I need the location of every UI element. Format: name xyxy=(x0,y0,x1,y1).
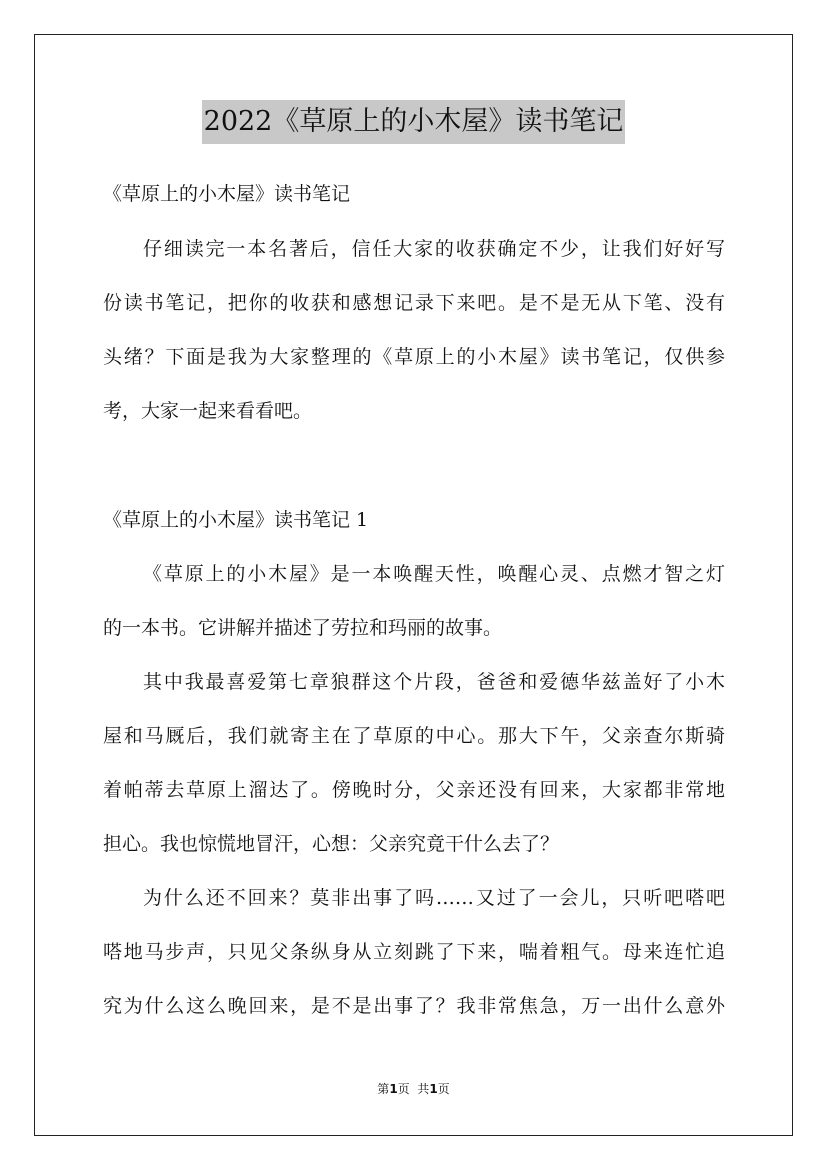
para2-line-3: 着帕蒂去草原上溜达了。傍晚时分，父亲还没有回来，大家都非常地 xyxy=(103,779,725,801)
intro-line-2: 份读书笔记，把你的收获和感想记录下来吧。是不是无从下笔、没有 xyxy=(103,292,725,314)
section-heading: 《草原上的小木屋》读书笔记 1 xyxy=(103,509,369,531)
intro-line-1: 仔细读完一本名著后，信任大家的收获确定不少，让我们好好写 xyxy=(143,238,725,260)
para3-line-1: 为什么还不回来？莫非出事了吗……又过了一会儿，只听吧嗒吧 xyxy=(143,887,725,909)
para3-line-2: 嗒地马步声，只见父条纵身从立刻跳了下来，喘着粗气。母来连忙追 xyxy=(103,941,725,963)
footer-page-suffix: 页 xyxy=(437,1082,450,1096)
para1-line-2: 的一本书。它讲解并描述了劳拉和玛丽的故事。 xyxy=(103,617,503,639)
para1-line-1: 《草原上的小木屋》是一本唤醒天性，唤醒心灵、点燃才智之灯 xyxy=(143,563,725,585)
subtitle-heading: 《草原上的小木屋》读书笔记 xyxy=(103,183,351,205)
document-title: 2022《草原上的小木屋》读书笔记 xyxy=(202,100,626,144)
intro-line-3: 头绪？下面是我为大家整理的《草原上的小木屋》读书笔记，仅供参 xyxy=(103,346,725,368)
title-container xyxy=(0,100,827,144)
para2-line-1: 其中我最喜爱第七章狼群这个片段，爸爸和爱德华兹盖好了小木 xyxy=(143,671,725,693)
footer-page-number: 1 xyxy=(389,1082,398,1096)
footer-page-prefix: 第 xyxy=(377,1082,390,1096)
para2-line-4: 担心。我也惊慌地冒汗，心想：父亲究竟干什么去了？ xyxy=(103,833,560,855)
footer-page-mid: 页 共 xyxy=(397,1082,430,1096)
para2-line-2: 屋和马厩后，我们就寄主在了草原的中心。那大下午，父亲查尔斯骑 xyxy=(103,725,725,747)
para3-line-3: 究为什么这么晚回来，是不是出事了？我非常焦急，万一出什么意外 xyxy=(103,995,725,1017)
page-footer xyxy=(0,1080,827,1097)
intro-line-4: 考，大家一起来看看吧。 xyxy=(103,400,313,422)
footer-page-total: 1 xyxy=(429,1082,438,1096)
